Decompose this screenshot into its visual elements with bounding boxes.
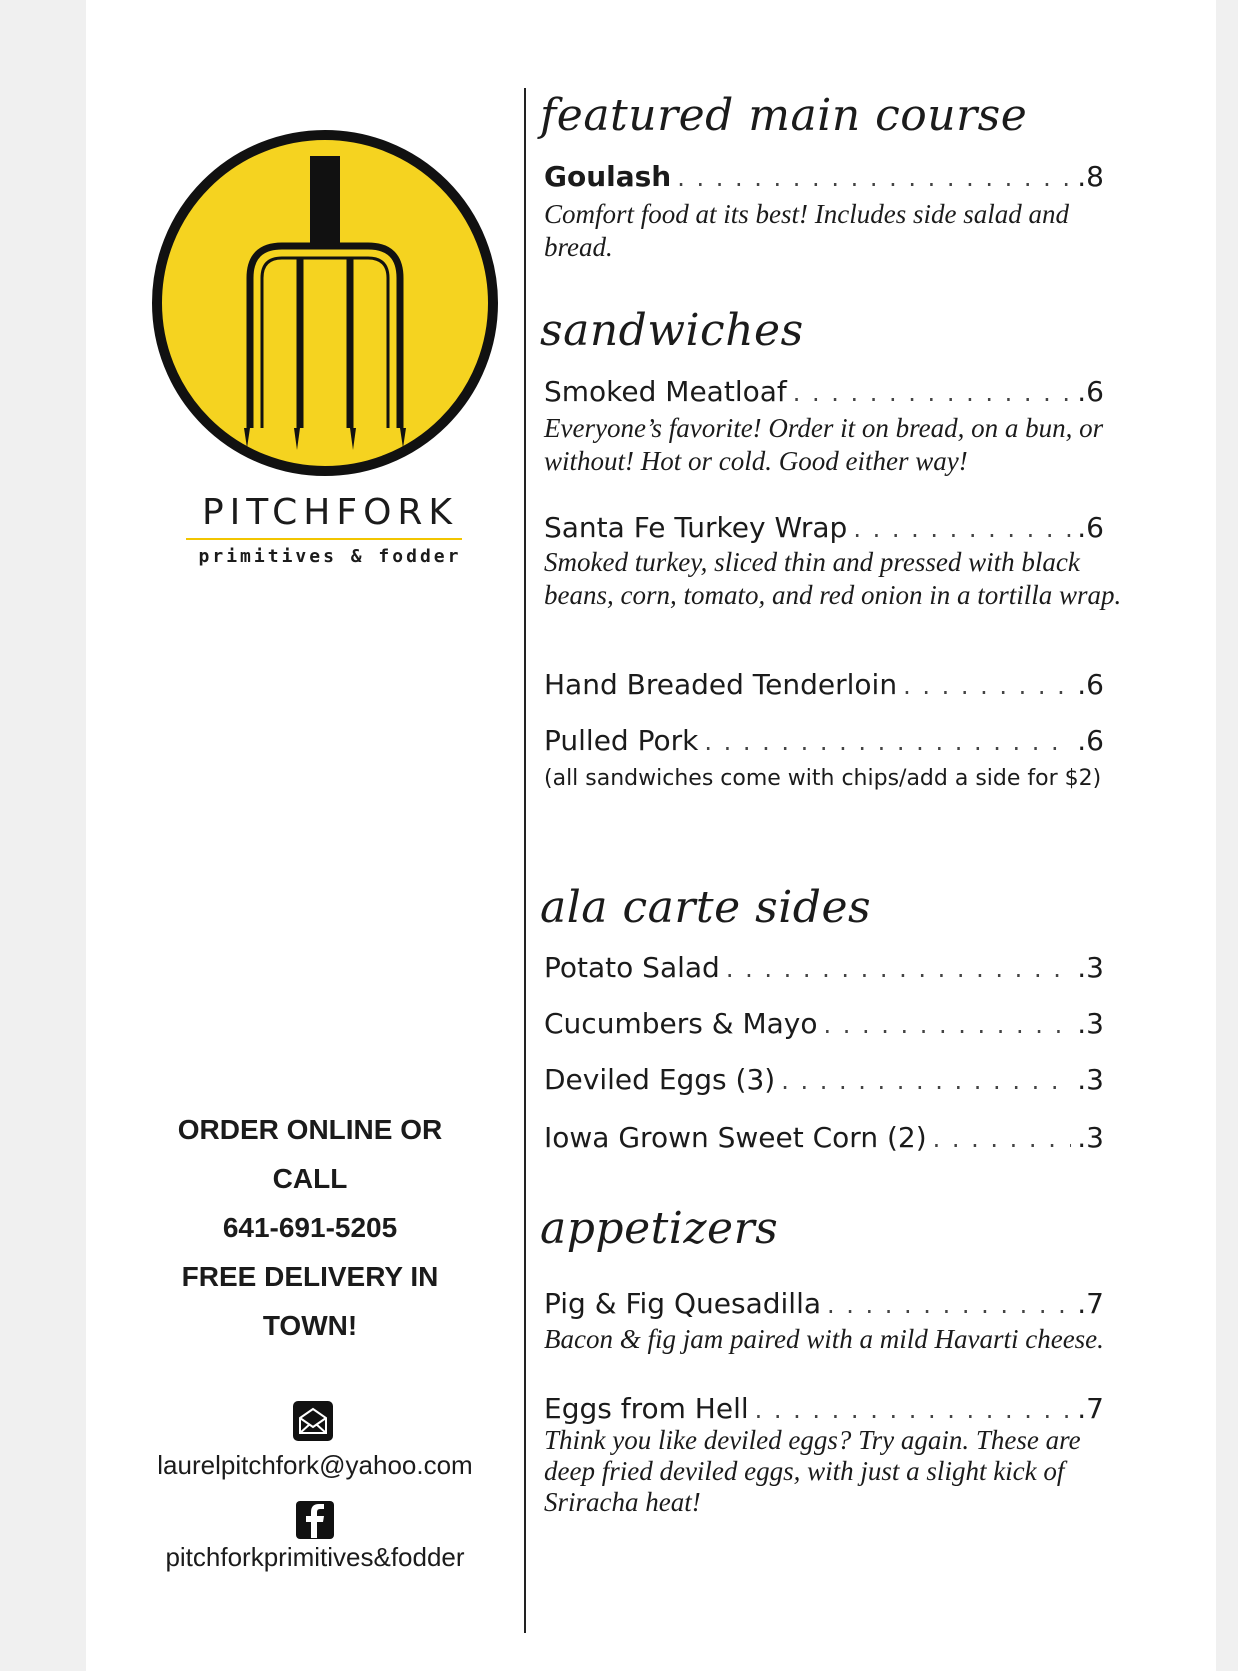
item-price: .6 [1077,511,1104,544]
item-name: Pig & Fig Quesadilla [544,1287,822,1320]
menu-item [544,1121,1104,1154]
menu-item [544,1007,1104,1040]
dot-leader [677,164,1071,192]
item-name: Goulash [544,160,672,193]
menu-item [544,668,1104,701]
item-name: Eggs from Hell [544,1392,749,1425]
menu-item [544,1392,1104,1425]
item-description: Comfort food at its best! Includes side salad and bread. [544,199,1069,262]
brand-name: PITCHFORK [201,492,459,533]
item-price: .6 [1077,668,1104,701]
email-link[interactable]: laurelpitchfork@yahoo.com [157,1450,473,1480]
facebook-icon [295,1500,335,1540]
item-price: .7 [1077,1392,1104,1425]
item-name: Santa Fe Turkey Wrap [544,511,848,544]
item-price: .3 [1077,1007,1104,1040]
dot-leader [704,728,1071,756]
item-name: Smoked Meatloaf [544,375,787,408]
order-info [120,1105,500,1350]
item-price: .3 [1077,951,1104,984]
brand-divider [186,538,462,540]
item-name: Iowa Grown Sweet Corn (2) [544,1121,927,1154]
envelope-icon [292,1400,334,1442]
order-line: TOWN! [262,1310,358,1341]
dot-leader [726,955,1071,983]
section-heading-featured: featured main course [540,90,1028,141]
dot-leader [903,672,1071,700]
facebook-link[interactable]: pitchforkprimitives&fodder [165,1542,465,1572]
menu-item [544,511,1104,544]
item-price: .3 [1077,1063,1104,1096]
dot-leader [823,1011,1071,1039]
pitchfork-logo [150,128,500,478]
order-line: ORDER ONLINE OR [177,1114,443,1145]
item-description: Think you like deviled eggs? Try again. These are deep fried deviled eggs, with just a slight kick of Sriracha heat! [544,1425,1081,1517]
item-price: .6 [1077,375,1104,408]
sandwich-note: (all sandwiches come with chips/add a side for $2) [544,766,1102,791]
dot-leader [933,1125,1072,1153]
item-description: Bacon & fig jam paired with a mild Havarti cheese. [544,1324,1104,1354]
section-heading-sides: ala carte sides [540,882,872,933]
dot-leader [755,1396,1072,1424]
item-name: Pulled Pork [544,724,699,757]
menu-item [544,951,1104,984]
menu-item [544,1287,1104,1320]
item-price: .6 [1077,724,1104,757]
menu-item [544,160,1104,193]
menu-item [544,724,1104,757]
dot-leader [793,379,1072,407]
section-heading-sandwiches: sandwiches [540,305,804,356]
item-name: Potato Salad [544,951,720,984]
item-description: Smoked turkey, sliced thin and pressed with black beans, corn, tomato, and red onion in a tortilla wrap. [544,547,1122,610]
item-name: Hand Breaded Tenderloin [544,668,898,701]
dot-leader [827,1291,1071,1319]
item-name: Deviled Eggs (3) [544,1063,776,1096]
order-line: FREE DELIVERY IN [181,1261,439,1292]
dot-leader [781,1067,1071,1095]
order-line: CALL [272,1163,348,1194]
dot-leader [853,515,1071,543]
item-price: .3 [1077,1121,1104,1154]
phone-number[interactable]: 641-691-5205 [222,1212,398,1243]
item-description: Everyone’s favorite! Order it on bread, on a bun, or without! Hot or cold. Good either way! [544,413,1104,476]
item-price: .7 [1077,1287,1104,1320]
item-price: .8 [1077,160,1104,193]
menu-item [544,1063,1104,1096]
menu-item [544,375,1104,408]
section-heading-appetizers: appetizers [540,1203,779,1254]
item-name: Cucumbers & Mayo [544,1007,818,1040]
brand-tagline: primitives & fodder [198,546,462,567]
column-divider [524,88,526,1633]
